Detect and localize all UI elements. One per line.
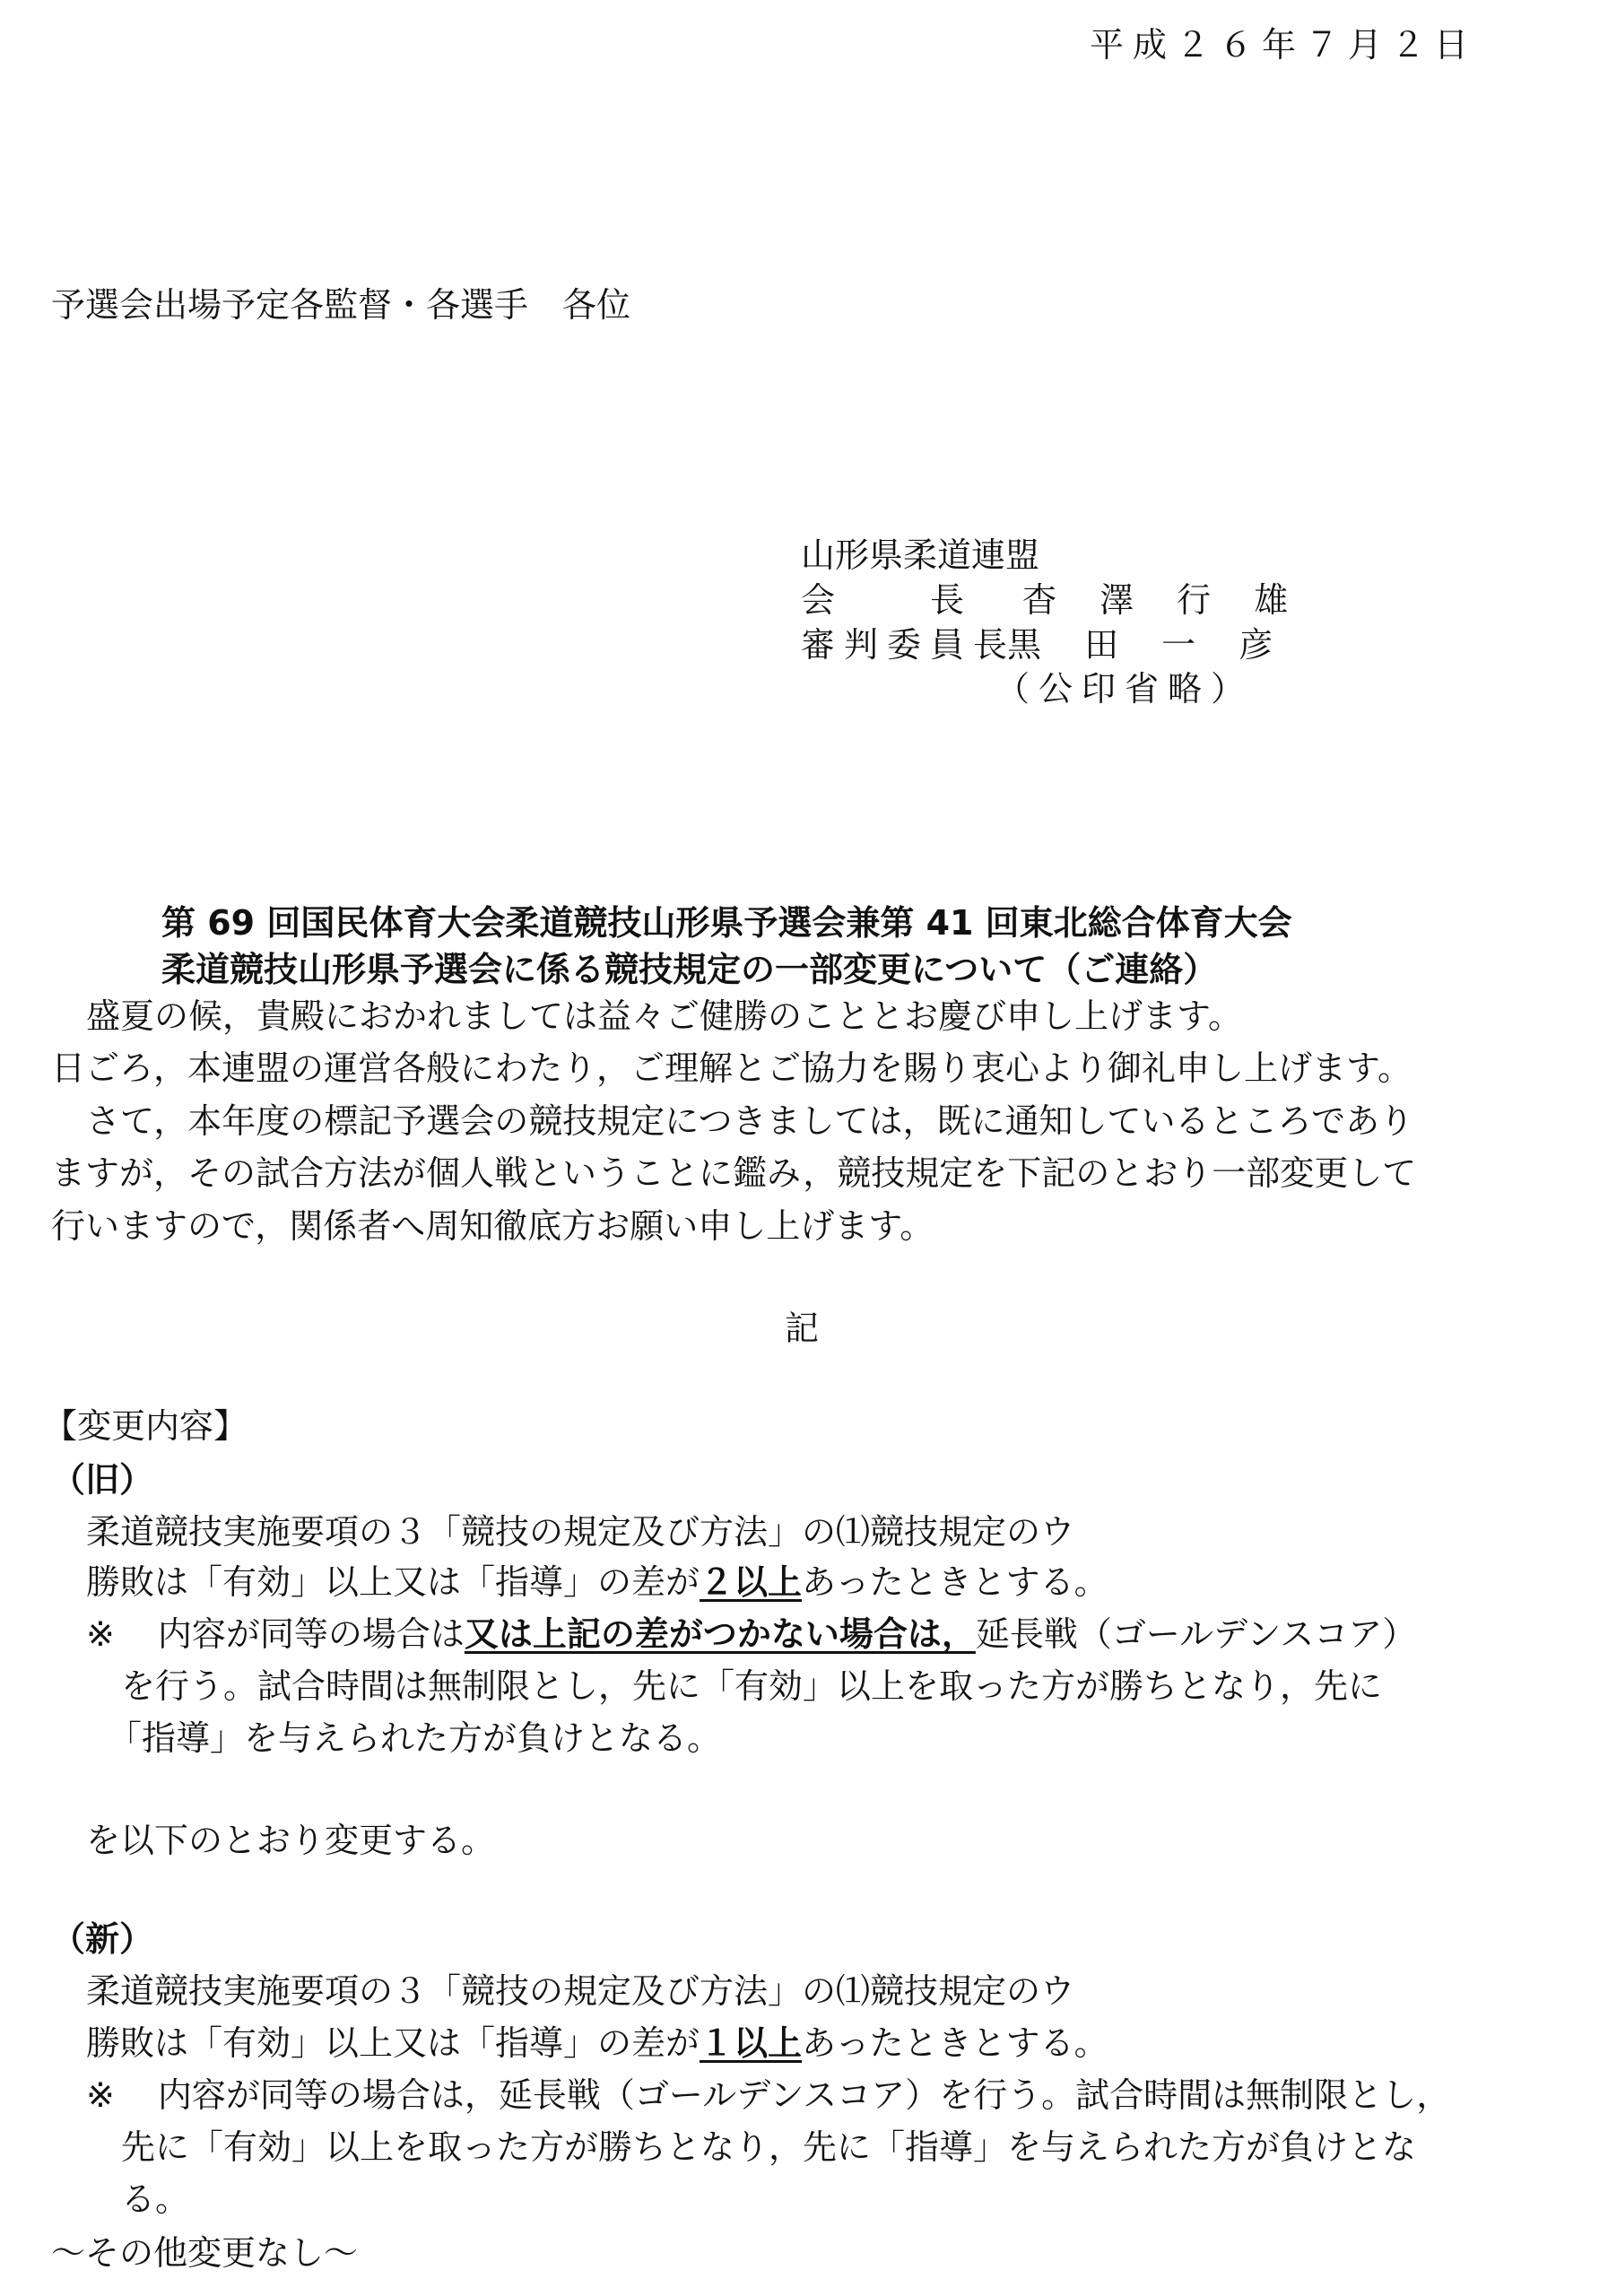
- old-note-1-bold: 又は上記の差がつかない場合は，: [464, 1614, 976, 1654]
- sender-org: 山形県柔道連盟: [801, 535, 1040, 575]
- president-name: 杳 澤 行 雄: [1022, 580, 1305, 620]
- old-note-1-pre: 内容が同等の場合は: [157, 1614, 465, 1654]
- new-line-2-post: あったときとする。: [802, 2023, 1108, 2063]
- new-line-2: [86, 2023, 1108, 2065]
- change-heading: 【変更内容】: [43, 1406, 248, 1446]
- new-difference-value: １以上: [700, 2023, 803, 2063]
- referee-title: 審判委員長: [801, 625, 1017, 665]
- title-line-2: 柔道競技山形県予選会に係る競技規定の一部変更について（ご連絡）: [161, 950, 1218, 989]
- body-paragraph-2: 日ごろ，本連盟の運営各般にわたり，ご理解とご協力を賜り衷心より御礼申し上げます。: [51, 1048, 1412, 1088]
- old-note-line-3: 「指導」を与えられた方が負けとなる。: [108, 1718, 722, 1758]
- old-note-line-2: を行う。試合時間は無制限とし，先に「有効」以上を取った方が勝ちとなり，先に: [121, 1666, 1383, 1706]
- new-label: （新）: [51, 1919, 154, 1959]
- body-paragraph-3a: さて，本年度の標記予選会の競技規定につきましては，既に通知しているところであり: [86, 1101, 1414, 1141]
- ki-heading: 記: [785, 1309, 820, 1348]
- old-note-line-1: [86, 1614, 1416, 1656]
- new-note-1: 内容が同等の場合は，延長戦（ゴールデンスコア）を行う。試合時間は無制限とし，: [157, 2075, 1451, 2115]
- footer-note: ～その他変更なし～: [51, 2233, 359, 2273]
- addressee: 予選会出場予定各監督・各選手 各位: [51, 285, 631, 325]
- old-line-2-post: あったときとする。: [802, 1562, 1108, 1602]
- new-note-line-1: [86, 2075, 1450, 2117]
- new-line-2-pre: 勝敗は「有効」以上又は「指導」の差が: [86, 2023, 700, 2063]
- document-date: 平成２６年７月２日: [1090, 25, 1478, 65]
- body-paragraph-3c: 行いますので，関係者へ周知徹底方お願い申し上げます。: [51, 1206, 934, 1246]
- new-note-line-2: 先に「有効」以上を取った方が勝ちとなり，先に「指導」を与えられた方が負けとな: [121, 2127, 1417, 2167]
- seal-note: （公印省略）: [995, 669, 1255, 709]
- old-line-2: [86, 1562, 1108, 1604]
- change-phrase: を以下のとおり変更する。: [86, 1821, 496, 1860]
- referee-name: 黒 田 一 彦: [1007, 625, 1290, 665]
- old-difference-value: ２以上: [700, 1562, 803, 1602]
- president-title: 会 長: [801, 580, 974, 620]
- old-note-mark: ※: [86, 1614, 115, 1654]
- new-note-mark: ※: [86, 2075, 115, 2115]
- title-line-1: 第 69 回国民体育大会柔道競技山形県予選会兼第 41 回東北総合体育大会: [161, 903, 1292, 943]
- old-label: （旧）: [51, 1460, 154, 1500]
- new-note-line-3: る。: [121, 2179, 190, 2219]
- old-line-2-pre: 勝敗は「有効」以上又は「指導」の差が: [86, 1562, 700, 1602]
- old-line-1: 柔道競技実施要項の３「競技の規定及び方法」の⑴競技規定のウ: [86, 1512, 1075, 1552]
- body-paragraph-3b: ますが，その試合方法が個人戦ということに鑑み，競技規定を下記のとおり一部変更して: [51, 1153, 1417, 1193]
- body-paragraph-1: 盛夏の候，貴殿におかれましては益々ご健勝のこととお慶び申し上げます。: [86, 996, 1242, 1036]
- new-line-1: 柔道競技実施要項の３「競技の規定及び方法」の⑴競技規定のウ: [86, 1971, 1075, 2011]
- old-note-1-post: 延長戦（ゴールデンスコア）: [975, 1614, 1417, 1654]
